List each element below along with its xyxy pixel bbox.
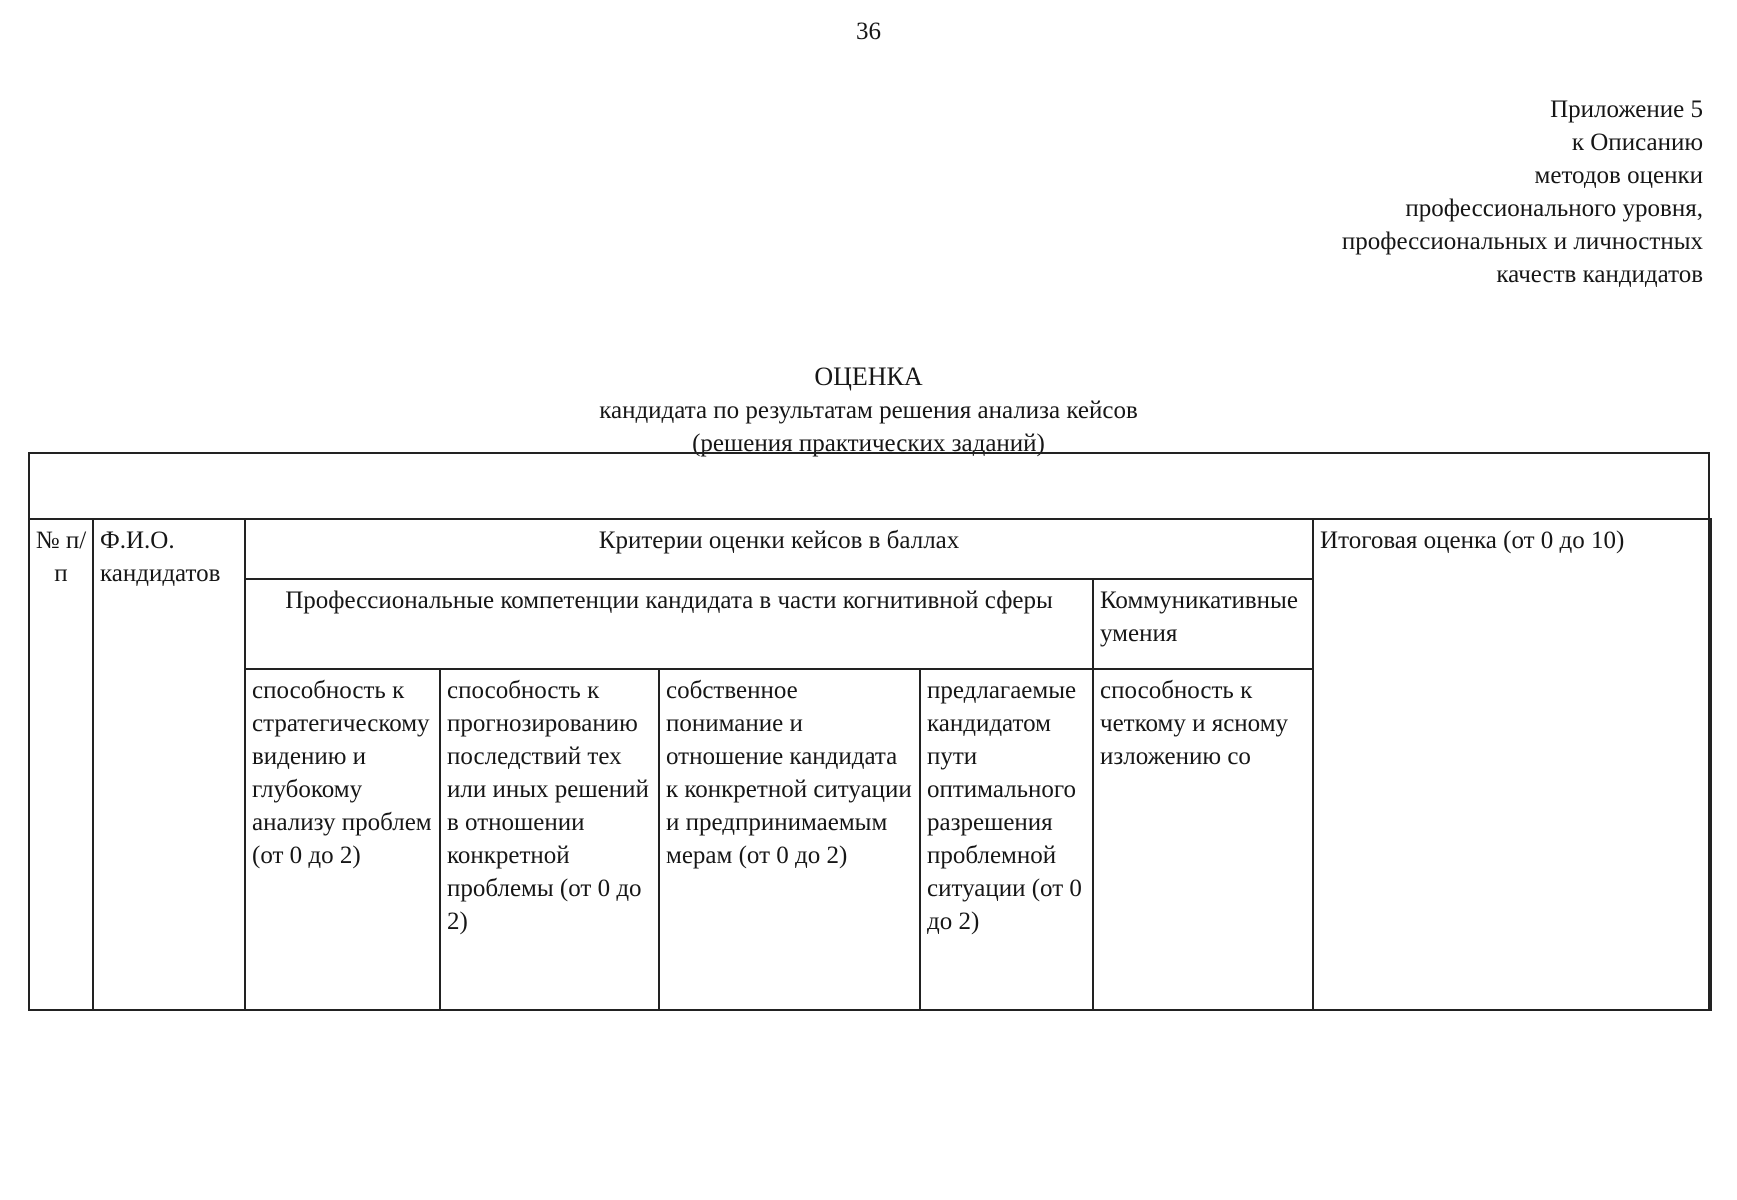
criterion-own-understanding: собственное понимание и отношение кандидата к конкретной ситуации и предпринимаемым мерам (от 0 до 2) (659, 669, 920, 1010)
title-block (0, 360, 1737, 460)
appendix-line: методов оценки (1534, 162, 1703, 189)
header-total-score: Итоговая оценка (от 0 до 10) (1313, 519, 1711, 1010)
criterion-proposed-solutions: предлагаемые кандидатом пути оптимального разрешения проблемной ситуации (от 0 до 2) (920, 669, 1093, 1010)
appendix-line: к Описанию (1571, 129, 1703, 156)
header-professional-competencies: Профессиональные компетенции кандидата в части когнитивной сферы (245, 579, 1093, 669)
header-number: № п/п (29, 519, 93, 1010)
header-communicative-skills: Коммуникативные умения (1093, 579, 1313, 669)
appendix-heading (1342, 93, 1703, 291)
appendix-line: качеств кандидатов (1496, 261, 1703, 288)
header-criteria: Критерии оценки кейсов в баллах (245, 519, 1313, 579)
document-subtitle-line: (решения практических заданий) (692, 430, 1045, 457)
appendix-line: Приложение 5 (1550, 96, 1703, 123)
criterion-clear-presentation: способность к четкому и ясному изложению со (1093, 669, 1313, 1010)
criterion-strategic-vision: способность к стратегическому видению и глубокому анализу проблем (от 0 до 2) (245, 669, 440, 1010)
appendix-line: профессионального уровня, (1405, 195, 1703, 222)
page-number: 36 (856, 18, 881, 45)
evaluation-table (28, 518, 1712, 1011)
appendix-line: профессиональных и личностных (1341, 228, 1703, 255)
document-subtitle-line: кандидата по результатам решения анализа кейсов (599, 397, 1138, 424)
criterion-forecasting: способность к прогнозированию последствий тех или иных решений в отношении конкретной проблемы (от 0 до 2) (440, 669, 659, 1010)
header-candidate-name: Ф.И.О. кандидатов (93, 519, 245, 1010)
document-title: ОЦЕНКА (814, 362, 923, 391)
